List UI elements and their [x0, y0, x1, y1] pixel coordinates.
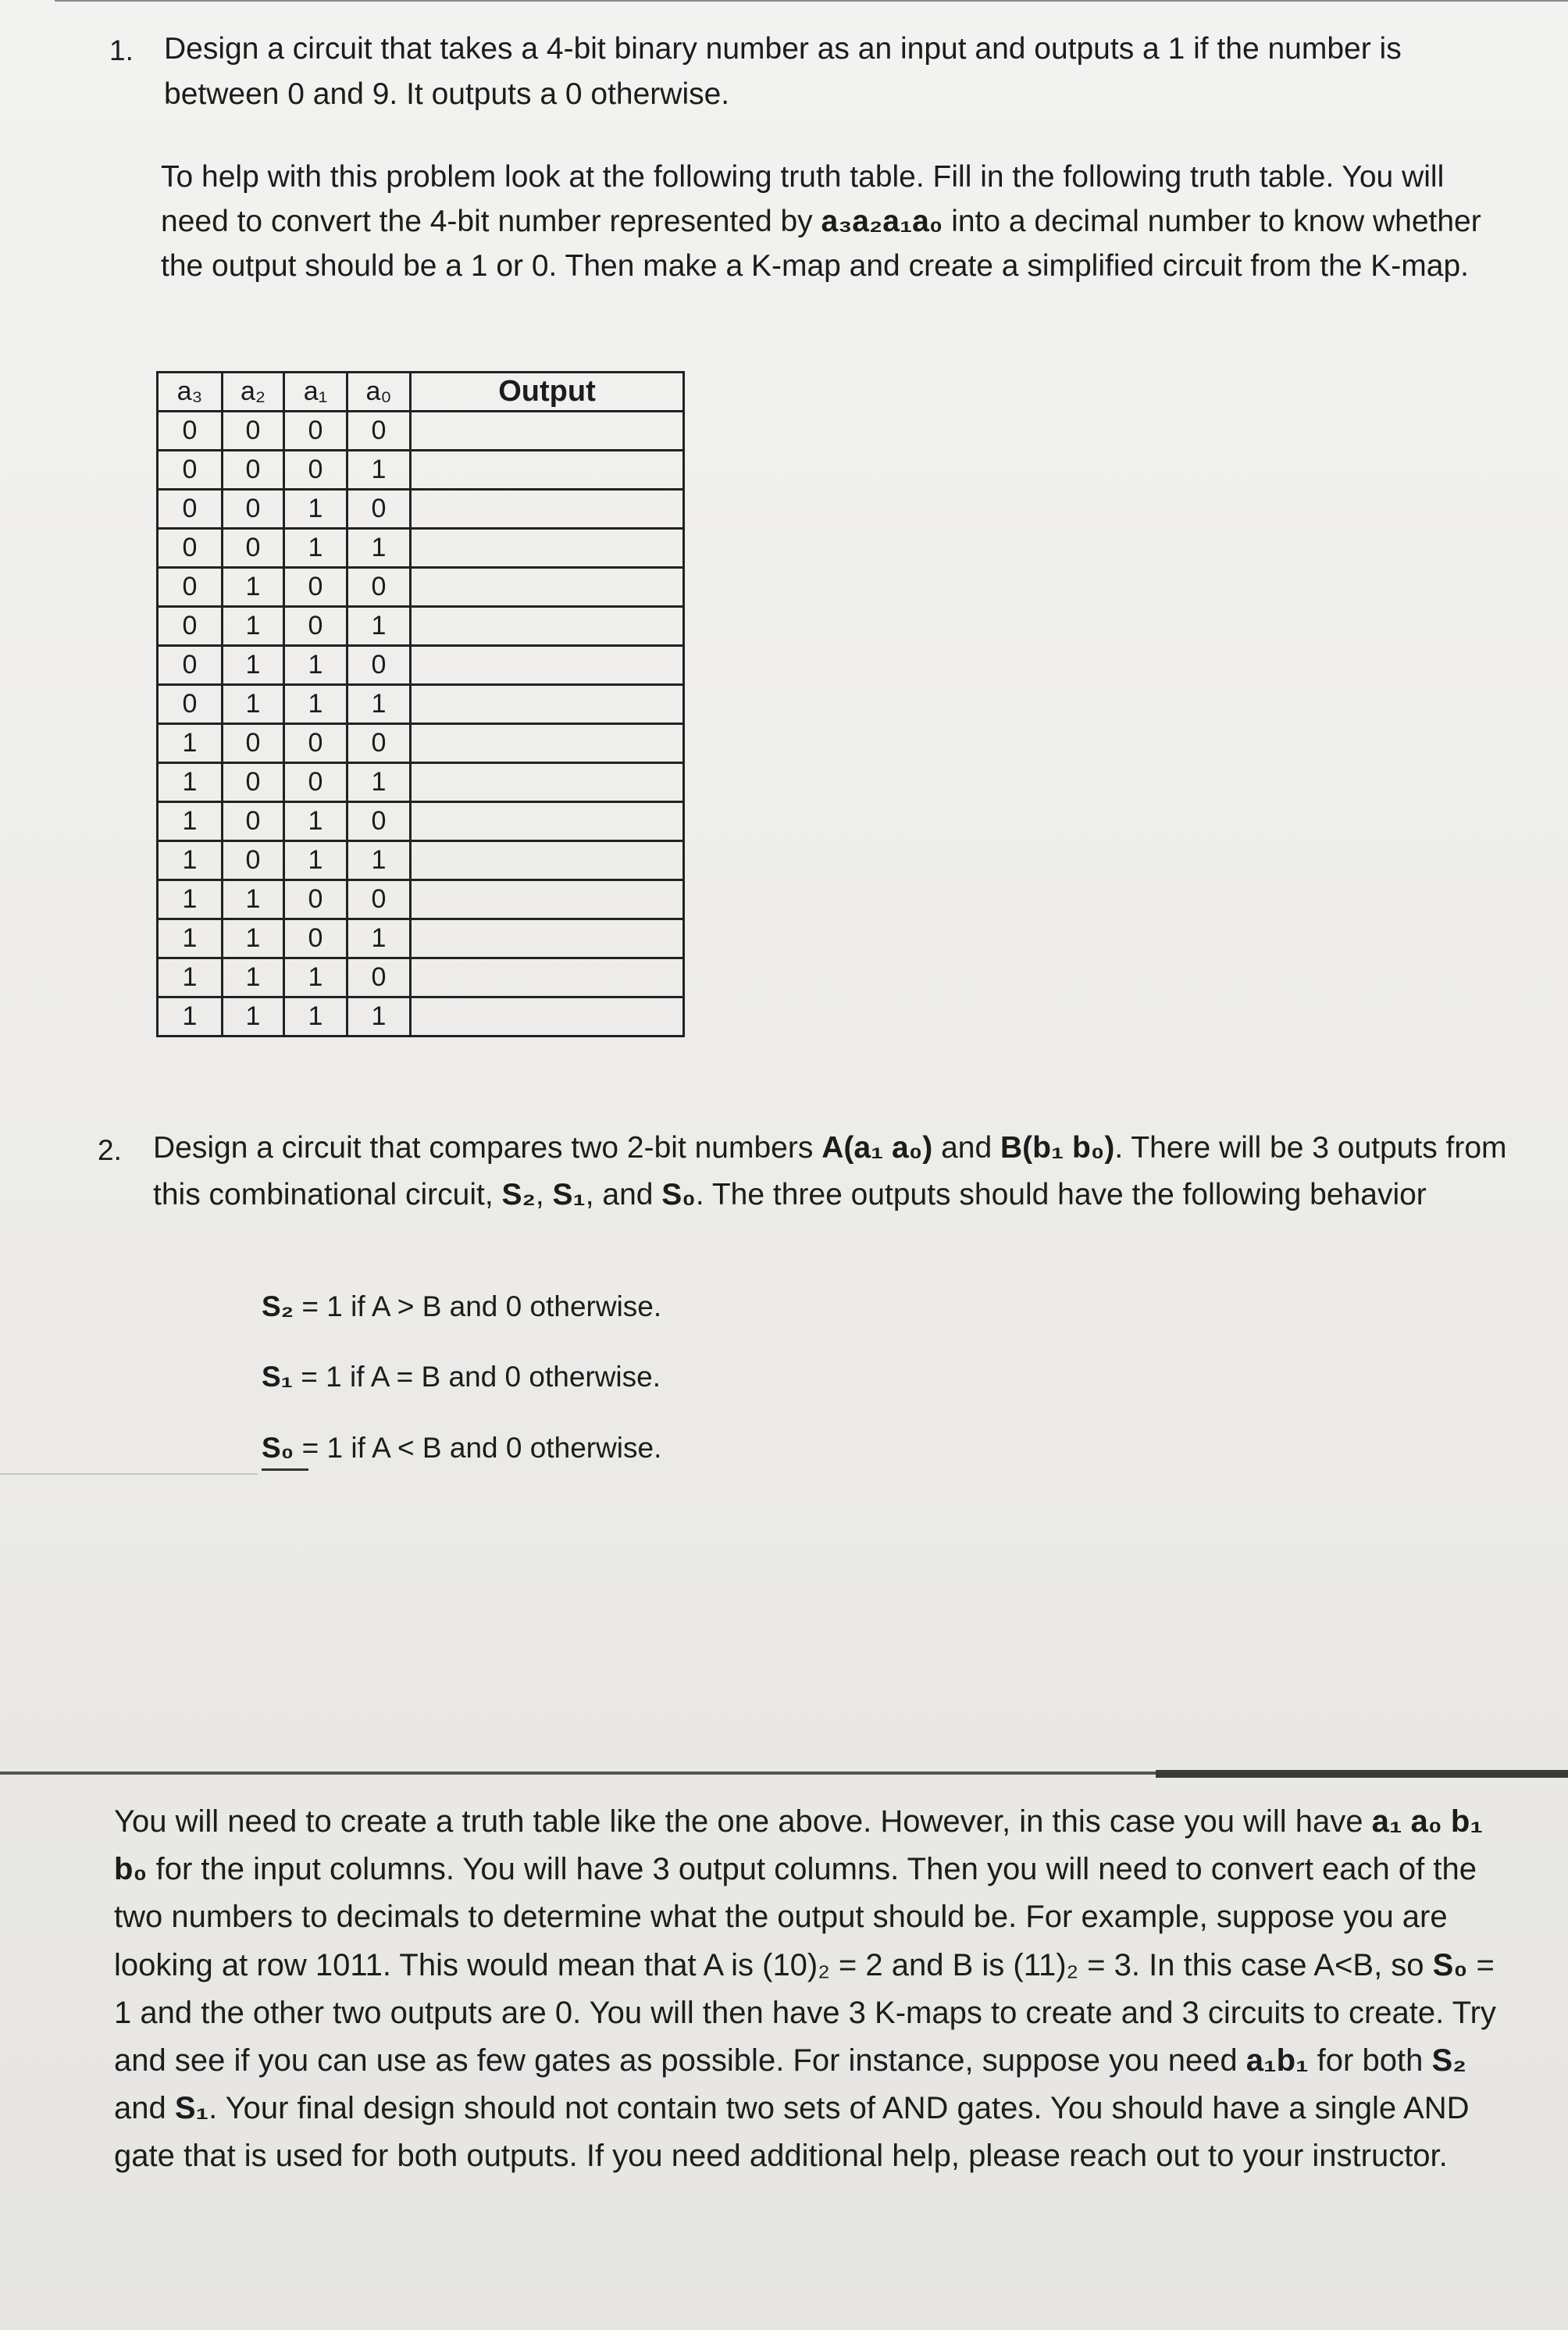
table-row — [158, 529, 684, 568]
instructions-paragraph: You will need to create a truth table like the one above. However, in this case you will have a₁ a₀ b₁ b₀ for the input columns. You will have 3 output columns. Then you will need to convert each of the two numbers to decimals to determine what the output should be. For example, suppose you are looking at row 1011. This would mean that A is (10)₂ = 2 and B is (11)₂ = 3. In this case A<B, so S₀ = 1 and the other two outputs are 0. You will then have 3 K-maps to create and 3 circuits to create. Try and see if you can use as few gates as possible. For instance, suppose you need a₁b₁ for both S₂ and S₁. Your final design should not contain two sets of AND gates. You should have a single AND gate that is used for both outputs. If you need additional help, please reach out to your instructor. — [114, 1804, 1496, 2174]
table-cell: 0 — [284, 763, 347, 802]
table-cell: 0 — [158, 529, 223, 568]
table-cell: 0 — [284, 451, 347, 490]
truth-table-header — [158, 373, 684, 412]
table-cell: 0 — [158, 490, 223, 529]
table-cell: 1 — [347, 997, 411, 1037]
table-cell: 0 — [284, 919, 347, 958]
output-cell[interactable] — [411, 568, 684, 607]
rule-s2: S₂ = 1 if A > B and 0 otherwise. — [262, 1290, 662, 1322]
table-cell: 0 — [347, 490, 411, 529]
table-cell: 1 — [223, 919, 284, 958]
table-cell: 1 — [158, 763, 223, 802]
table-cell: 1 — [284, 685, 347, 724]
table-cell: 1 — [284, 646, 347, 685]
header-a3: a₃ — [158, 373, 223, 412]
table-cell: 1 — [347, 685, 411, 724]
page-top-edge — [55, 0, 1568, 2]
table-cell: 0 — [284, 607, 347, 646]
table-row — [158, 763, 684, 802]
table-cell: 1 — [347, 763, 411, 802]
table-cell: 1 — [347, 841, 411, 880]
header-a0: a₀ — [347, 373, 411, 412]
table-row — [158, 802, 684, 841]
question-1-intro: Design a circuit that takes a 4-bit binary number as an input and outputs a 1 if the number is between 0 and 9. It outputs a 0 otherwise. — [164, 32, 1402, 111]
table-cell: 1 — [223, 880, 284, 919]
table-cell: 1 — [158, 724, 223, 763]
s0-underline-mark — [262, 1468, 308, 1471]
output-cell[interactable] — [411, 724, 684, 763]
table-cell: 0 — [347, 412, 411, 451]
table-cell: 1 — [158, 997, 223, 1037]
table-cell: 0 — [347, 568, 411, 607]
table-row — [158, 919, 684, 958]
output-cell[interactable] — [411, 841, 684, 880]
table-cell: 1 — [223, 607, 284, 646]
output-cell[interactable] — [411, 607, 684, 646]
output-cell[interactable] — [411, 529, 684, 568]
table-cell: 1 — [158, 802, 223, 841]
table-cell: 0 — [158, 412, 223, 451]
table-row — [158, 568, 684, 607]
table-cell: 1 — [223, 685, 284, 724]
table-cell: 1 — [347, 607, 411, 646]
table-cell: 0 — [158, 451, 223, 490]
table-cell: 1 — [284, 997, 347, 1037]
output-cell[interactable] — [411, 685, 684, 724]
page-divider-shadow — [1156, 1770, 1568, 1778]
table-row — [158, 880, 684, 919]
question-2-number: 2. — [98, 1134, 122, 1166]
table-cell: 1 — [223, 958, 284, 997]
output-cell[interactable] — [411, 919, 684, 958]
output-cell[interactable] — [411, 646, 684, 685]
table-cell: 0 — [284, 568, 347, 607]
table-cell: 1 — [284, 958, 347, 997]
table-row — [158, 958, 684, 997]
table-cell: 1 — [158, 919, 223, 958]
table-cell: 0 — [347, 880, 411, 919]
table-cell: 1 — [223, 568, 284, 607]
table-cell: 1 — [284, 841, 347, 880]
table-cell: 0 — [158, 685, 223, 724]
table-row — [158, 841, 684, 880]
table-cell: 0 — [223, 724, 284, 763]
table-cell: 1 — [347, 451, 411, 490]
output-cell[interactable] — [411, 451, 684, 490]
output-cell[interactable] — [411, 880, 684, 919]
table-cell: 1 — [284, 802, 347, 841]
table-cell: 1 — [158, 880, 223, 919]
table-cell: 0 — [158, 646, 223, 685]
output-cell[interactable] — [411, 490, 684, 529]
table-cell: 0 — [347, 958, 411, 997]
table-cell: 0 — [223, 529, 284, 568]
table-cell: 0 — [223, 412, 284, 451]
output-cell[interactable] — [411, 958, 684, 997]
table-cell: 1 — [158, 841, 223, 880]
table-cell: 0 — [158, 568, 223, 607]
table-cell: 1 — [158, 958, 223, 997]
rule-s1: S₁ = 1 if A = B and 0 otherwise. — [262, 1361, 661, 1393]
output-cell[interactable] — [411, 763, 684, 802]
table-row — [158, 646, 684, 685]
table-cell: 0 — [284, 412, 347, 451]
header-a2: a₂ — [223, 373, 284, 412]
table-cell: 0 — [223, 763, 284, 802]
table-cell: 1 — [347, 919, 411, 958]
table-cell: 0 — [223, 490, 284, 529]
table-cell: 0 — [284, 724, 347, 763]
table-row — [158, 997, 684, 1037]
truth-table — [156, 371, 685, 1037]
table-cell: 1 — [223, 997, 284, 1037]
output-cell[interactable] — [411, 412, 684, 451]
table-cell: 0 — [223, 841, 284, 880]
table-cell: 1 — [347, 529, 411, 568]
question-1-help: To help with this problem look at the following truth table. Fill in the following truth table. You will need to convert the 4-bit number represented by a₃a₂a₁a₀ into a decimal number to know whether the output should be a 1 or 0. Then make a K-map and create a simplified circuit from the K-map. — [161, 160, 1481, 283]
header-a1: a₁ — [284, 373, 347, 412]
table-row — [158, 607, 684, 646]
output-cell[interactable] — [411, 997, 684, 1037]
table-cell: 1 — [284, 490, 347, 529]
table-cell: 0 — [347, 802, 411, 841]
table-cell: 0 — [284, 880, 347, 919]
table-cell: 0 — [223, 802, 284, 841]
table-cell: 1 — [284, 529, 347, 568]
table-row — [158, 685, 684, 724]
question-1-number: 1. — [109, 34, 134, 66]
table-cell: 0 — [158, 607, 223, 646]
table-row — [158, 412, 684, 451]
table-cell: 0 — [347, 724, 411, 763]
table-row — [158, 490, 684, 529]
table-cell: 0 — [223, 451, 284, 490]
rule-s0: S₀ = 1 if A < B and 0 otherwise. — [262, 1432, 662, 1464]
output-cell[interactable] — [411, 802, 684, 841]
table-row — [158, 451, 684, 490]
table-row — [158, 724, 684, 763]
table-cell: 0 — [347, 646, 411, 685]
header-output: Output — [411, 373, 684, 412]
faint-line — [0, 1473, 258, 1475]
table-cell: 1 — [223, 646, 284, 685]
question-2-intro: Design a circuit that compares two 2-bit numbers A(a₁ a₀) and B(b₁ b₀). There will be 3 outputs from this combinational circuit, S₂, S₁, and S₀. The three outputs should have the following behavior — [153, 1131, 1507, 1211]
